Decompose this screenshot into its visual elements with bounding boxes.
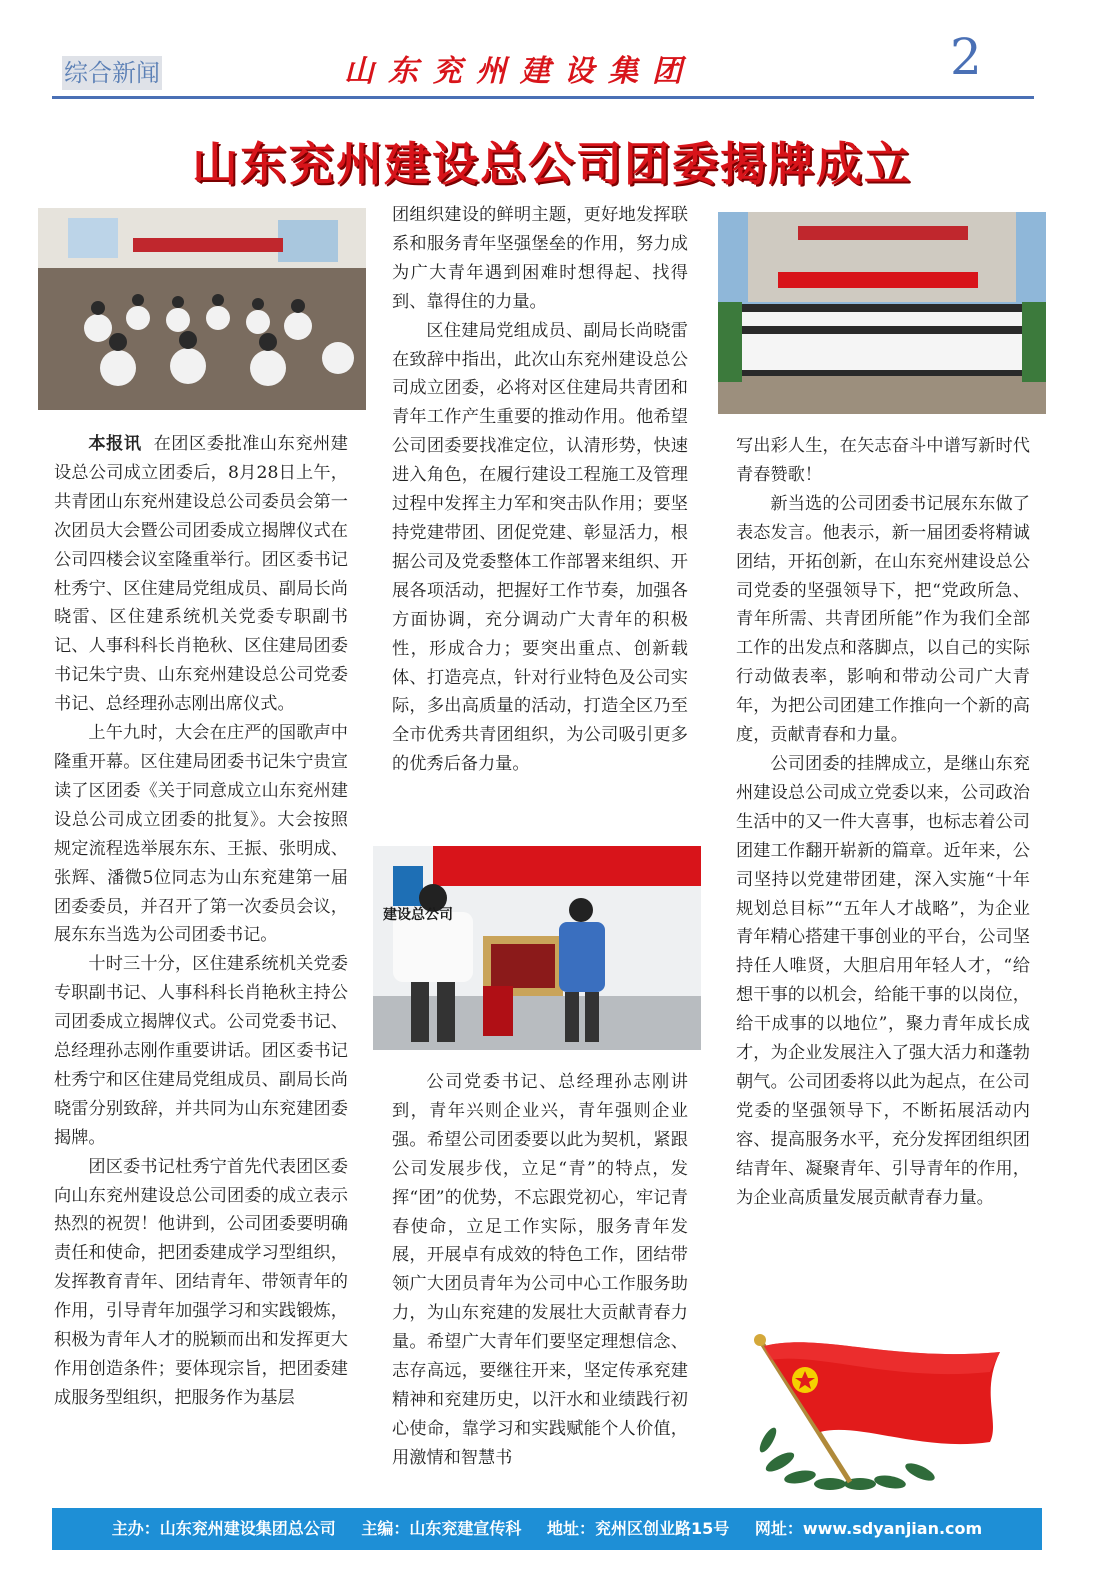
article-paragraph: 公司党委书记、总经理孙志刚讲到，青年兴则企业兴，青年强则企业强。希望公司团委要以此为契机，紧跟公司发展步伐，立足“青”的特点，发挥“团”的优势，不忘跟党初心，牢记青春使命，立足工作实际，服务青年发展，开展卓有成效的特色工作，团结带领广大团员青年为公司中心工作服务助力，为山东兖建的发展壮大贡献青春力量。希望广大青年们要坚定理想信念、志存高远，要继往开来，坚定传承兖建精神和兖建历史，以汗水和业绩践行初心使命，靠学习和实践赋能个人价值，用激情和智慧书 [392, 1072, 688, 1468]
article-paragraph: 写出彩人生，在矢志奋斗中谱写新时代青春赞歌！ [736, 436, 1030, 485]
footer-address: 地址：兖州区创业路15号 [546, 1519, 730, 1538]
footer-bar [52, 1508, 1042, 1550]
meeting-photo [38, 208, 366, 410]
footer-host: 主办：山东兖州建设集团总公司 [111, 1519, 336, 1538]
footer-editor: 主编：山东兖建宣传科 [361, 1519, 522, 1538]
article-column-2-bottom [392, 1068, 688, 1473]
headline: 山东兖州建设总公司团委揭牌成立 [192, 137, 912, 191]
article-column-3 [736, 432, 1030, 1212]
plaque-unveiling-photo [373, 846, 701, 1050]
youth-league-flag-icon [740, 1332, 1030, 1502]
article-column-2-top [392, 201, 688, 779]
page-number: 2 [950, 28, 982, 86]
header-rule [52, 96, 1034, 99]
article-paragraph: 团区委书记杜秀宁首先代表团区委向山东兖州建设总公司团委的成立表示热烈的祝贺！他讲到，公司团委要明确责任和使命，把团委建成学习型组织，发挥教育青年、团结青年、带领青年的作用，引导青年加强学习和实践锻炼，积极为青年人才的脱颖而出和发挥更大作用创造条件；要体现宗旨，把团委建成服务型组织，把服务作为基层 [54, 1156, 348, 1408]
article-paragraph: 区住建局党组成员、副局长尚晓雷在致辞中指出，此次山东兖州建设总公司成立团委，必将对区住建局共青团和青年工作产生重要的推动作用。他希望公司团委要找准定位，认清形势，快速进入角色，在履行建设工程施工及管理过程中发挥主力军和突击队作用；要坚持党建带团、团促党建、彰显活力，根据公司及党委整体工作部署来组织、开展各项活动，把握好工作节奏，加强各方面协调，充分调动广大青年的积极性，形成合力；要突出重点、创新载体、打造亮点，针对行业特色及公司实际，多出高质量的活动，打造全区乃至全市优秀共青团组织，为公司吸引更多的优秀后备力量。 [392, 320, 688, 775]
group-photo [718, 212, 1046, 414]
section-tag: 综合新闻 [62, 56, 162, 90]
footer-website[interactable]: 网址：www.sdyanjian.com [754, 1519, 983, 1538]
plaque-backdrop-text: 建设总公司 [383, 907, 453, 923]
lead-label: 本报讯 [88, 434, 142, 454]
article-paragraph: 新当选的公司团委书记展东东做了表态发言。他表示，新一届团委将精诚团结，开拓创新，在山东兖州建设总公司党委的坚强领导下，把“党政所急、青年所需、共青团所能”作为我们全部工作的出发点和落脚点，以自己的实际行动做表率，影响和带动公司广大青年，为把公司团建工作推向一个新的高度，贡献青春和力量。 [736, 493, 1030, 746]
article-paragraph: 团组织建设的鲜明主题，更好地发挥联系和服务青年坚强堡垒的作用，努力成为广大青年遇到困难时想得起、找得到、靠得住的力量。 [392, 205, 688, 312]
article-paragraph: 十时三十分，区住建系统机关党委专职副书记、人事科科长肖艳秋主持公司团委成立揭牌仪式。公司党委书记、总经理孙志刚作重要讲话。团区委书记杜秀宁和区住建局党组成员、副局长尚晓雷分别致辞，并共同为山东兖建团委揭牌。 [54, 954, 348, 1148]
article-column-1 [54, 430, 348, 1413]
article-paragraph: 公司团委的挂牌成立，是继山东兖州建设总公司成立党委以来，公司政治生活中的又一件大喜事，也标志着公司团建工作翻开崭新的篇章。近年来，公司坚持以党建带团建，深入实施“十年规划总目标”“五年人才战略”，为企业青年精心搭建干事创业的平台，公司坚持任人唯贤，大胆启用年轻人才，“给想干事的以机会，给能干事的以岗位，给干成事的以地位”，聚力青年成长成才，为企业发展注入了强大活力和蓬勃朝气。公司团委将以此为起点，在公司党委的坚强领导下，不断拓展活动内容、提高服务水平，充分发挥团组织团结青年、凝聚青年、引导青年的作用，为企业高质量发展贡献青春力量。 [736, 753, 1030, 1208]
article-paragraph: 上午九时，大会在庄严的国歌声中隆重开幕。区住建局团委书记朱宁贵宣读了区团委《关于同意成立山东兖州建设总公司成立团委的批复》。大会按照规定流程选举展东东、王振、张明成、张辉、潘微5位同志为山东兖建第一届团委委员，并召开了第一次委员会议，展东东当选为公司团委书记。 [54, 723, 348, 946]
masthead-logo: 山东兖州建设集团 [344, 54, 696, 89]
article-paragraph: 本报讯 在团区委批准山东兖州建设总公司成立团委后，8月28日上午，共青团山东兖州建设总公司委员会第一次团员大会暨公司团委成立揭牌仪式在公司四楼会议室隆重举行。团区委书记杜秀宁、区住建局党组成员、副局长尚晓雷、区住建系统机关党委专职副书记、人事科科长肖艳秋、区住建局团委书记朱宁贵、山东兖州建设总公司党委书记、总经理孙志刚出席仪式。 [54, 434, 348, 715]
